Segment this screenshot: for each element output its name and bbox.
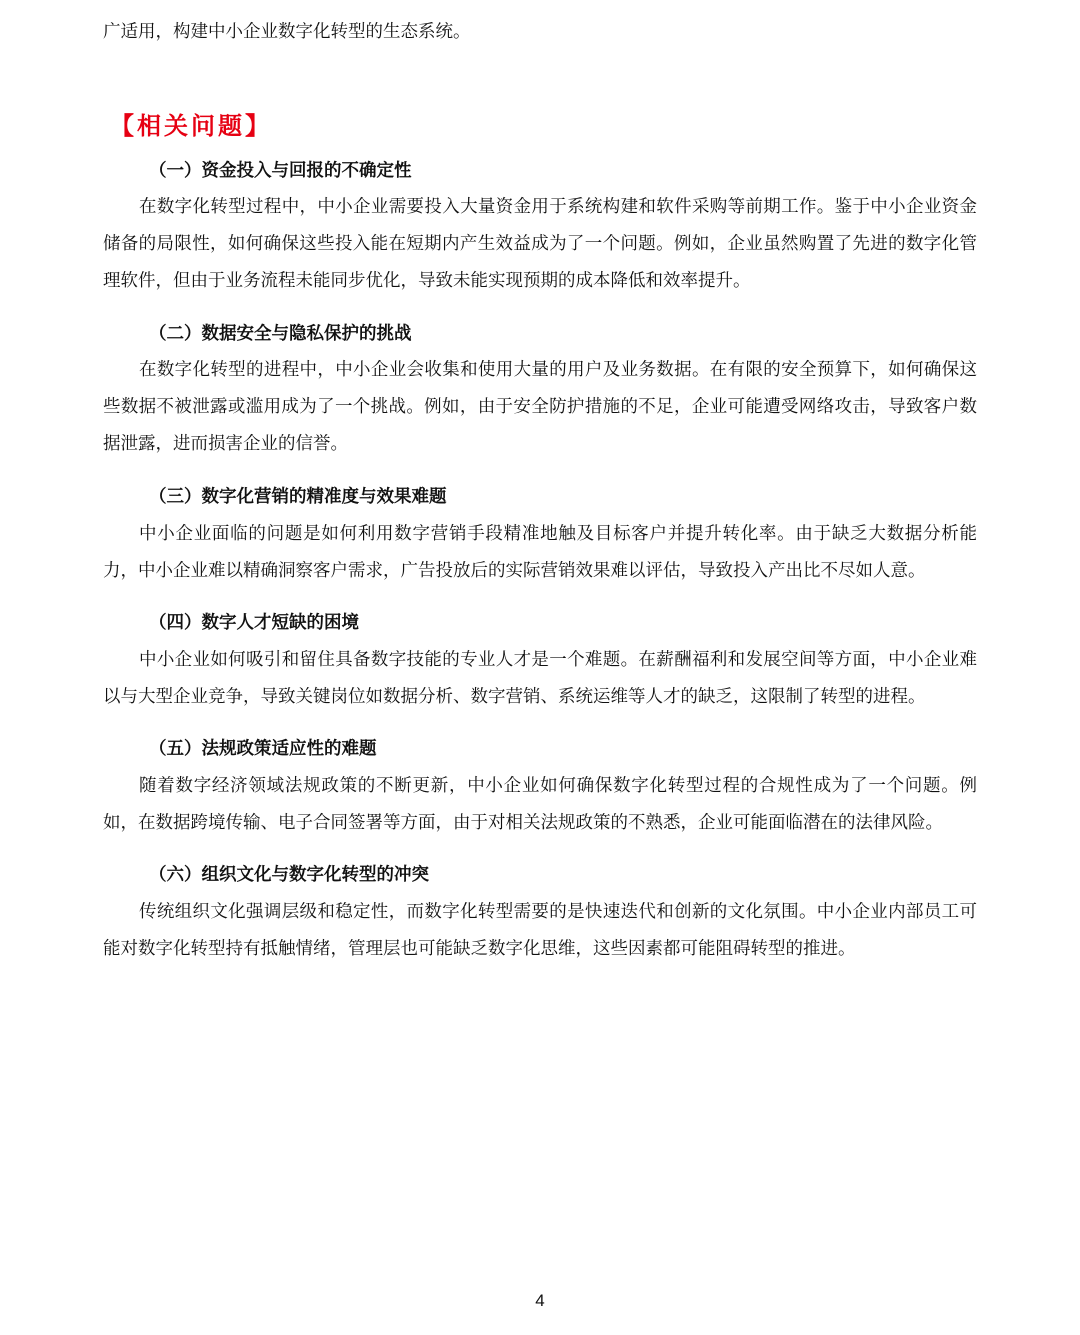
section-title: 【相关问题】: [110, 111, 272, 140]
item-paragraph-4: 中小企业如何吸引和留住具备数字技能的专业人才是一个难题。在薪酬福利和发展空间等方面，中小企业难以与大型企业竞争，导致关键岗位如数据分析、数字营销、系统运维等人才的缺乏，这限制了转型的进程。: [103, 650, 977, 707]
item-heading-6: （六）组织文化与数字化转型的冲突: [149, 865, 429, 885]
item-paragraph-1: 在数字化转型过程中，中小企业需要投入大量资金用于系统构建和软件采购等前期工作。鉴于中小企业资金储备的局限性，如何确保这些投入能在短期内产生效益成为了一个问题。例如，企业虽然购置了先进的数字化管理软件，但由于业务流程未能同步优化，导致未能实现预期的成本降低和效率提升。: [103, 197, 977, 291]
item-heading-1: （一）资金投入与回报的不确定性: [149, 161, 412, 181]
item-paragraph-3: 中小企业面临的问题是如何利用数字营销手段精准地触及目标客户并提升转化率。由于缺乏大数据分析能力，中小企业难以精确洞察客户需求，广告投放后的实际营销效果难以评估，导致投入产出比不尽如人意。: [103, 524, 977, 581]
item-heading-2: （二）数据安全与隐私保护的挑战: [149, 324, 412, 344]
item-paragraph-2: 在数字化转型的进程中，中小企业会收集和使用大量的用户及业务数据。在有限的安全预算下，如何确保这些数据不被泄露或滥用成为了一个挑战。例如，由于安全防护措施的不足，企业可能遭受网络攻击，导致客户数据泄露，进而损害企业的信誉。: [103, 360, 977, 454]
lead-line: 广适用，构建中小企业数字化转型的生态系统。: [103, 22, 471, 42]
page-number: 4: [535, 1291, 545, 1310]
item-heading-5: （五）法规政策适应性的难题: [149, 739, 377, 759]
item-heading-4: （四）数字人才短缺的困境: [149, 613, 359, 633]
item-heading-3: （三）数字化营销的精准度与效果难题: [149, 487, 447, 507]
item-paragraph-5: 随着数字经济领域法规政策的不断更新，中小企业如何确保数字化转型过程的合规性成为了一个问题。例如，在数据跨境传输、电子合同签署等方面，由于对相关法规政策的不熟悉，企业可能面临潜在的法律风险。: [103, 776, 977, 833]
item-paragraph-6: 传统组织文化强调层级和稳定性，而数字化转型需要的是快速迭代和创新的文化氛围。中小企业内部员工可能对数字化转型持有抵触情绪，管理层也可能缺乏数字化思维，这些因素都可能阻碍转型的推进。: [103, 902, 977, 959]
